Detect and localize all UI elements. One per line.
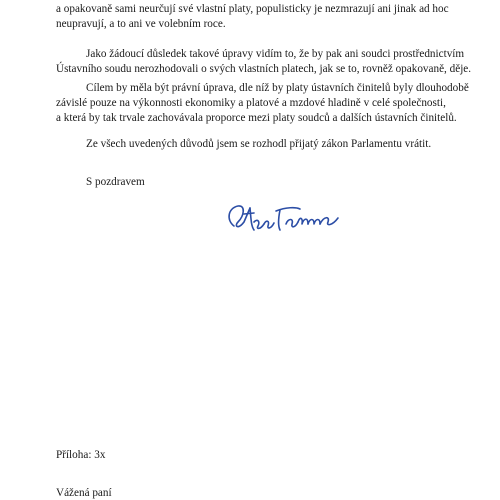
paragraph-3-line-3: a která by tak trvale zachovávala proporce mezi platy soudců a dalších ústavních činitelů. xyxy=(56,112,457,124)
paragraph-2-line-2: Ústavního soudu nerozhodovali o svých vlastních platech, jak se to, rovněž opakovaně, děje. xyxy=(56,63,472,75)
paragraph-3-line-2: závislé pouze na výkonnosti ekonomiky a platové a mzdové hladině v celé společnosti, xyxy=(56,97,446,109)
attachment-text: Příloha: 3x xyxy=(56,449,106,461)
paragraph-3-line-1: Cílem by měla být právní úprava, dle níž by platy ústavních činitelů byly dlouhodobě xyxy=(86,82,469,94)
paragraph-2 xyxy=(56,47,472,77)
paragraph-2-line-1: Jako žádoucí důsledek takové úpravy vidím to, že by pak ani soudci prostřednictvím xyxy=(86,48,465,60)
closing-text: S pozdravem xyxy=(86,176,145,188)
paragraph-1-line-1: a opakovaně sami neurčují své vlastní platy, populisticky je nezmrazují ani jinak ad hoc xyxy=(56,3,449,15)
paragraph-3 xyxy=(56,81,469,126)
conclusion-text: Ze všech uvedených důvodů jsem se rozhodl přijatý zákon Parlamentu vrátit. xyxy=(86,138,432,150)
addressee-text: Vážená paní xyxy=(56,487,112,499)
paragraph-1 xyxy=(56,2,449,32)
paragraph-1-line-2: neupravují, a to ani ve volebním roce. xyxy=(56,18,226,30)
signature-image xyxy=(220,196,350,238)
